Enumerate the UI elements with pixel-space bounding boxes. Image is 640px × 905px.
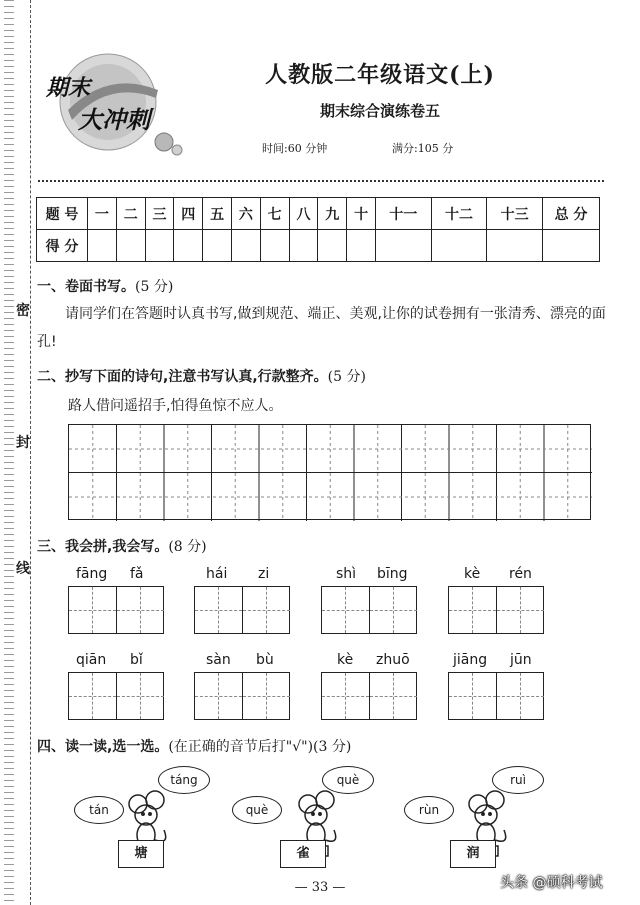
box-half <box>449 587 497 633</box>
page-number: — 33 — <box>294 880 346 895</box>
pinyin-3a: shì <box>336 566 357 582</box>
pinyin-option-bubble[interactable]: ruì <box>492 766 544 794</box>
row-label-defen: 得 分 <box>37 230 88 262</box>
score-cell[interactable] <box>431 230 487 262</box>
col-4: 四 <box>174 198 203 230</box>
answer-box[interactable] <box>68 586 164 634</box>
score-table <box>36 197 600 262</box>
q2-points: (5 分) <box>327 369 366 385</box>
pinyin-option-bubble[interactable]: rùn <box>404 796 454 824</box>
col-12: 十二 <box>431 198 487 230</box>
seal-char-xian: 线 <box>16 561 30 577</box>
score-cell[interactable] <box>88 230 117 262</box>
q2-heading <box>37 366 366 386</box>
binding-margin <box>0 0 38 905</box>
pinyin-5a: qiān <box>76 652 107 668</box>
col-13: 十三 <box>487 198 543 230</box>
q1-body: 请同学们在答题时认真书写,做到规范、端正、美观,让你的试卷拥有一张清秀、漂亮的面孔! <box>37 306 606 350</box>
q2-poem: 路人借问遥招手,怕得鱼惊不应人。 <box>68 398 283 414</box>
score-cell[interactable] <box>174 230 203 262</box>
exam-full-score: 满分:105 分 <box>392 142 454 155</box>
col-5: 五 <box>203 198 232 230</box>
margin-ticks <box>4 0 14 905</box>
score-cell[interactable] <box>289 230 318 262</box>
q3-heading <box>37 536 207 556</box>
pinyin-8b: jūn <box>510 652 532 668</box>
q1-points: (5 分) <box>135 279 174 295</box>
pinyin-option-bubble[interactable]: què <box>322 766 374 794</box>
seal-char-mi: 密 <box>16 303 30 319</box>
pinyin-6b: bù <box>256 652 274 668</box>
box-half <box>369 673 417 719</box>
col-8: 八 <box>289 198 318 230</box>
character-box: 雀 <box>280 840 326 868</box>
col-7: 七 <box>260 198 289 230</box>
seal-dashed-line <box>30 0 31 905</box>
q4-title: 四、读一读,选一选。 <box>37 739 169 755</box>
box-half <box>496 673 544 719</box>
col-1: 一 <box>88 198 117 230</box>
exam-time: 时间:60 分钟 <box>262 142 328 155</box>
score-cell[interactable] <box>318 230 347 262</box>
box-half <box>496 587 544 633</box>
page-title: 人教版二年级语文(上) <box>265 62 495 88</box>
col-10: 十 <box>347 198 376 230</box>
pinyin-option-bubble[interactable]: táng <box>158 766 210 794</box>
q4-instruction: (在正确的音节后打"√")(3 分) <box>168 739 352 755</box>
answer-box[interactable] <box>194 672 290 720</box>
q2-title: 二、抄写下面的诗句,注意书写认真,行款整齐。 <box>37 369 328 385</box>
score-cell[interactable] <box>260 230 289 262</box>
score-cell[interactable] <box>203 230 232 262</box>
answer-box[interactable] <box>448 586 544 634</box>
score-cell[interactable] <box>231 230 260 262</box>
logo-text-2: 大冲刺 <box>78 106 150 134</box>
pinyin-5b: bǐ <box>130 652 143 668</box>
pinyin-option-bubble[interactable]: què <box>232 796 282 824</box>
logo-text-1: 期末 <box>46 76 91 101</box>
answer-box[interactable] <box>448 672 544 720</box>
score-cell[interactable] <box>145 230 174 262</box>
box-half <box>195 587 243 633</box>
q4-heading <box>37 736 351 756</box>
q3-title: 三、我会拼,我会写。 <box>37 539 169 555</box>
box-half <box>116 673 164 719</box>
score-cell[interactable] <box>487 230 543 262</box>
pinyin-4a: kè <box>464 566 481 582</box>
writing-grid[interactable] <box>68 424 591 520</box>
box-half <box>69 673 117 719</box>
q3-points: (8 分) <box>168 539 207 555</box>
col-6: 六 <box>231 198 260 230</box>
pinyin-option-bubble[interactable]: tán <box>74 796 124 824</box>
pinyin-2b: zi <box>258 566 270 582</box>
score-table-score-row <box>37 230 600 262</box>
box-half <box>449 673 497 719</box>
character-box: 润 <box>450 840 496 868</box>
pinyin-7b: zhuō <box>376 652 410 668</box>
answer-box[interactable] <box>194 586 290 634</box>
col-11: 十一 <box>375 198 431 230</box>
q1-title: 一、卷面书写。 <box>37 279 135 295</box>
pinyin-1a: fāng <box>76 566 108 582</box>
row-label-tihao: 题 号 <box>37 198 88 230</box>
watermark: 头条 @硕科考试 <box>500 875 603 891</box>
pinyin-2a: hái <box>206 566 228 582</box>
page-subtitle: 期末综合演练卷五 <box>319 102 440 120</box>
score-cell[interactable] <box>375 230 431 262</box>
q1-heading <box>37 276 173 296</box>
character-box: 塘 <box>118 840 164 868</box>
box-half <box>69 587 117 633</box>
box-half <box>369 587 417 633</box>
divider <box>38 180 604 182</box>
col-3: 三 <box>145 198 174 230</box>
pinyin-7a: kè <box>337 652 354 668</box>
answer-box[interactable] <box>321 586 417 634</box>
col-2: 二 <box>116 198 145 230</box>
seal-char-feng: 封 <box>16 435 30 451</box>
col-total: 总 分 <box>543 198 600 230</box>
box-half <box>322 673 370 719</box>
score-cell-total[interactable] <box>543 230 600 262</box>
answer-box[interactable] <box>68 672 164 720</box>
box-half <box>322 587 370 633</box>
answer-box[interactable] <box>321 672 417 720</box>
pinyin-4b: rén <box>509 566 532 582</box>
box-half <box>242 673 290 719</box>
box-half <box>242 587 290 633</box>
score-table-header-row <box>37 198 600 230</box>
pinyin-6a: sàn <box>206 652 231 668</box>
score-cell[interactable] <box>116 230 145 262</box>
pinyin-8a: jiāng <box>453 652 488 668</box>
pinyin-3b: bīng <box>377 566 408 582</box>
pinyin-1b: fǎ <box>130 566 144 582</box>
box-half <box>195 673 243 719</box>
box-half <box>116 587 164 633</box>
col-9: 九 <box>318 198 347 230</box>
score-cell[interactable] <box>347 230 376 262</box>
